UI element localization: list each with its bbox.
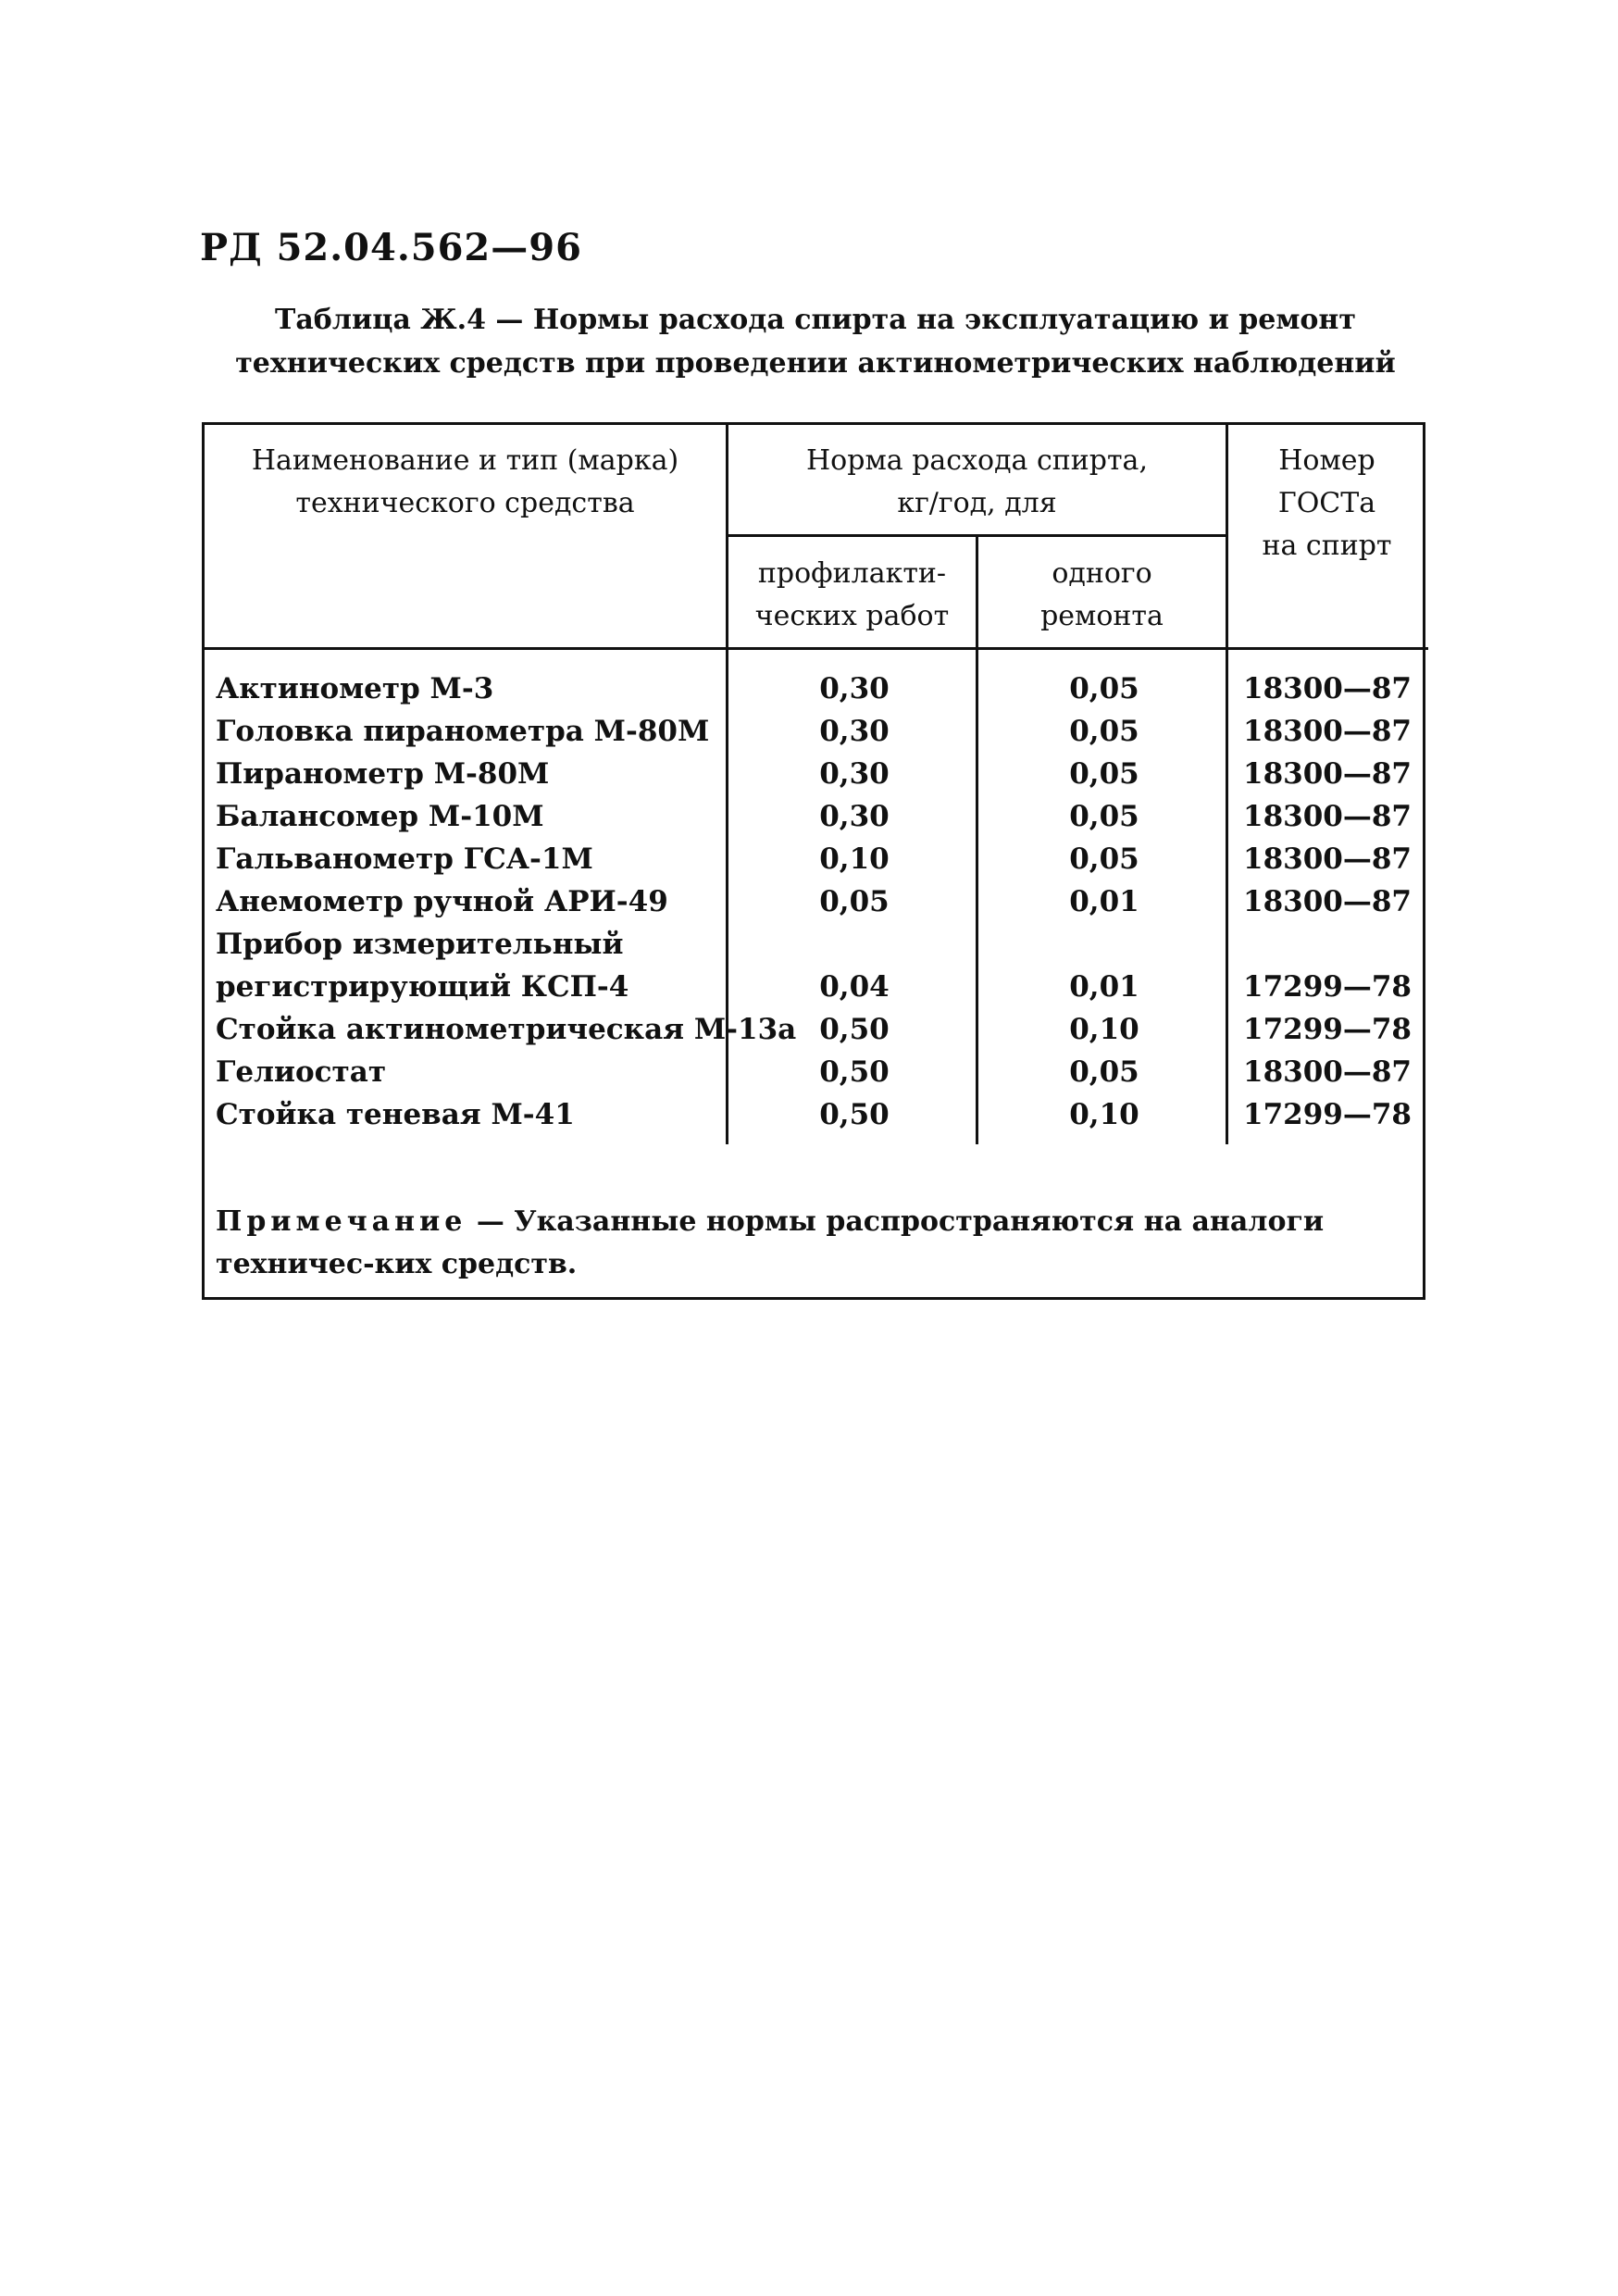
row-gost-value: 18300—87 xyxy=(1243,672,1412,705)
row-repair-value: 0,05 xyxy=(1069,757,1139,791)
header-name xyxy=(205,440,726,525)
header-norm xyxy=(728,440,1226,525)
row-name: Головка пиранометра М-80М xyxy=(216,715,710,748)
row-gost-value: 18300—87 xyxy=(1243,885,1412,918)
row-repair-value: 0,05 xyxy=(1069,800,1139,833)
row-prof-value: 0,05 xyxy=(819,885,890,918)
row-prof-value: 0,30 xyxy=(819,757,890,791)
norms-table xyxy=(202,422,1425,1300)
row-name: Пиранометр М-80М xyxy=(216,757,550,791)
row-repair-value: 0,10 xyxy=(1069,1013,1139,1046)
row-gost-value: 18300—87 xyxy=(1243,1055,1412,1089)
row-name: Актинометр М-3 xyxy=(216,672,494,705)
row-name: Стойка теневая М-41 xyxy=(216,1098,575,1131)
header-name-line-2: технического средства xyxy=(295,487,635,519)
row-prof-value: 0,50 xyxy=(819,1098,890,1131)
header-bottom-border xyxy=(205,647,1428,650)
table-row xyxy=(205,880,1428,923)
row-prof-value: 0,04 xyxy=(819,970,890,1004)
table-note xyxy=(216,1201,1419,1286)
header-gost-line-2: ГОСТа xyxy=(1277,487,1376,519)
row-prof-value: 0,50 xyxy=(819,1013,890,1046)
table-row xyxy=(205,923,1428,966)
header-norm-line-2: кг/год, для xyxy=(897,487,1057,519)
table-caption-line-2: технических средств при проведении актинометрических наблюдений xyxy=(235,347,1396,380)
row-name: Прибор измерительный xyxy=(216,928,624,961)
row-name: Гальванометр ГСА-1М xyxy=(216,842,593,876)
row-name: Анемометр ручной АРИ-49 xyxy=(216,885,668,918)
table-row xyxy=(205,753,1428,795)
row-prof-value: 0,30 xyxy=(819,672,890,705)
row-prof-value: 0,30 xyxy=(819,800,890,833)
row-repair-value: 0,10 xyxy=(1069,1098,1139,1131)
row-repair-value: 0,05 xyxy=(1069,1055,1139,1089)
row-prof-value: 0,30 xyxy=(819,715,890,748)
header-repair xyxy=(978,553,1226,638)
header-repair-line-1: одного xyxy=(1052,557,1152,590)
row-repair-value: 0,05 xyxy=(1069,842,1139,876)
table-row xyxy=(205,838,1428,880)
table-row xyxy=(205,1093,1428,1136)
row-name: Балансомер М-10М xyxy=(216,800,544,833)
row-gost-value: 17299—78 xyxy=(1243,1098,1412,1131)
table-row xyxy=(205,1051,1428,1093)
table-caption-line-1: Таблица Ж.4 — Нормы расхода спирта на эксплуатацию и ремонт xyxy=(275,304,1356,336)
row-name: Гелиостат xyxy=(216,1055,387,1089)
row-gost-value: 18300—87 xyxy=(1243,800,1412,833)
row-prof-value: 0,10 xyxy=(819,842,890,876)
table-row xyxy=(205,668,1428,710)
header-prof-line-2: ческих работ xyxy=(754,600,950,632)
row-gost-value: 18300—87 xyxy=(1243,842,1412,876)
row-prof-value: 0,50 xyxy=(819,1055,890,1089)
row-repair-value: 0,01 xyxy=(1069,970,1139,1004)
header-norm-line-1: Норма расхода спирта, xyxy=(806,444,1148,477)
table-row xyxy=(205,710,1428,753)
header-subdivider xyxy=(726,534,1228,537)
header-name-line-1: Наименование и тип (марка) xyxy=(251,444,679,477)
row-name: Стойка актинометрическая М-13а xyxy=(216,1013,797,1046)
table-caption xyxy=(200,298,1431,385)
header-repair-line-2: ремонта xyxy=(1040,600,1164,632)
note-text: — Указанные нормы распространяются на аналоги техничес-ких средств. xyxy=(216,1205,1325,1280)
table-row xyxy=(205,1008,1428,1051)
header-gost-line-3: на спирт xyxy=(1262,530,1392,562)
row-repair-value: 0,05 xyxy=(1069,672,1139,705)
row-repair-value: 0,01 xyxy=(1069,885,1139,918)
row-gost-value: 17299—78 xyxy=(1243,1013,1412,1046)
note-label: Примечание xyxy=(216,1205,467,1238)
table-row xyxy=(205,966,1428,1008)
row-name: регистрирующий КСП-4 xyxy=(216,970,629,1004)
row-gost-value: 18300—87 xyxy=(1243,757,1412,791)
row-repair-value: 0,05 xyxy=(1069,715,1139,748)
header-gost-line-1: Номер xyxy=(1278,444,1375,477)
row-gost-value: 18300—87 xyxy=(1243,715,1412,748)
header-gost xyxy=(1228,440,1425,568)
header-prof xyxy=(728,553,976,638)
row-gost-value: 17299—78 xyxy=(1243,970,1412,1004)
table-row xyxy=(205,795,1428,838)
header-prof-line-1: профилакти- xyxy=(757,557,947,590)
document-code: РД 52.04.562—96 xyxy=(200,226,582,269)
